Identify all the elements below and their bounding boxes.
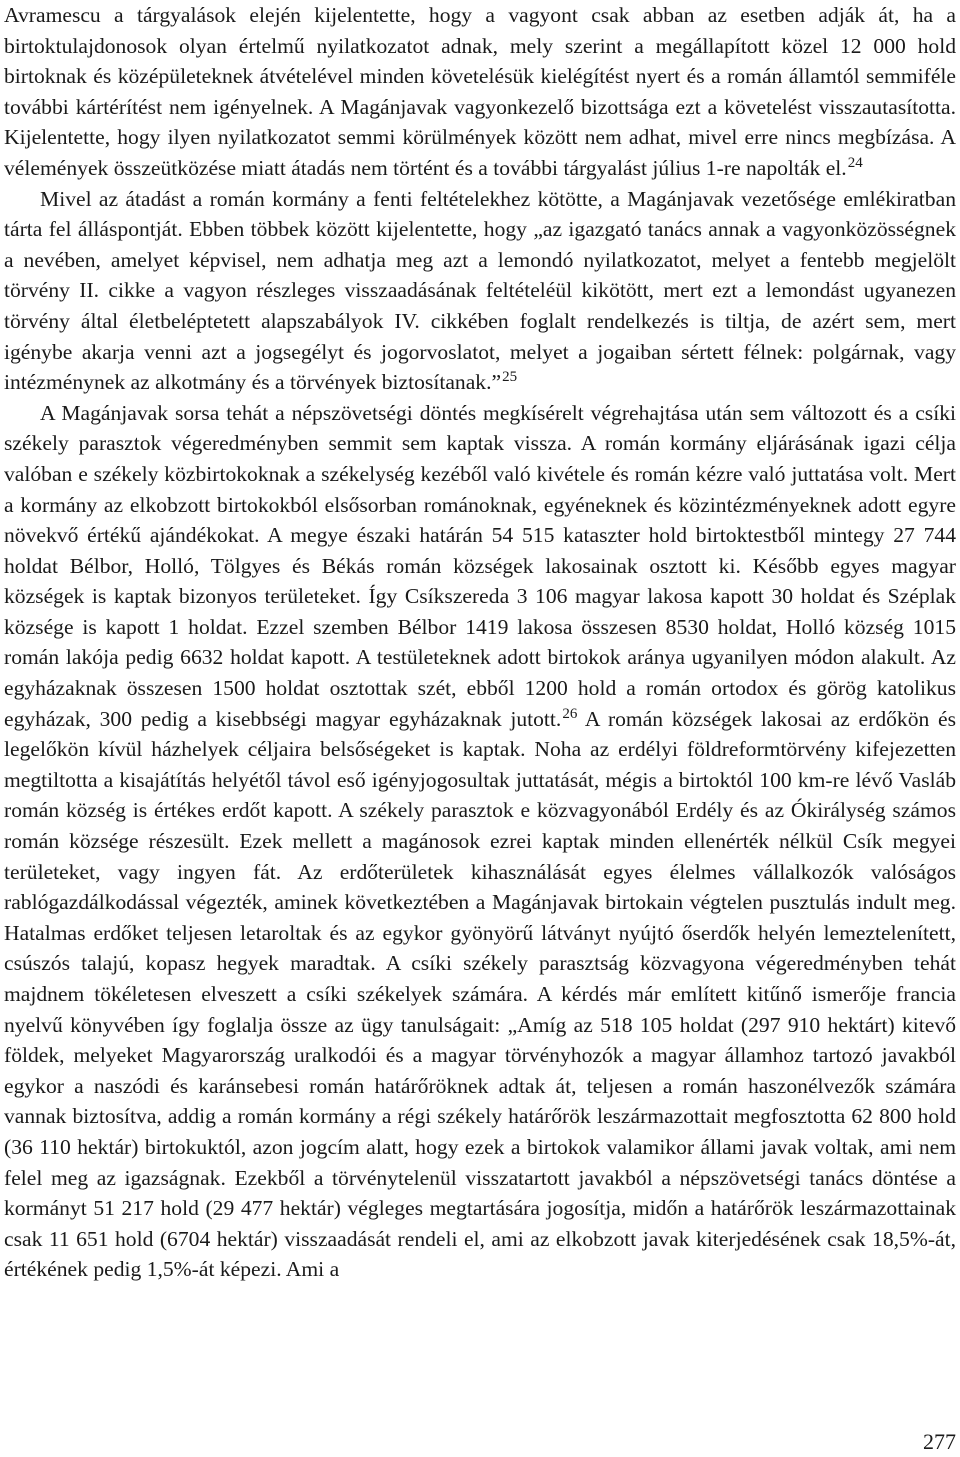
- paragraph-3-text-part-1: A Magánjavak sorsa tehát a népszövetségi döntés megkísérelt végrehajtása után sem változott és a csíki székely parasztok végeredményben semmit sem kaptak vissza. A román kormány eljárásának igazi célja valóban e székely közbirtokoknak a székelység kezéből való kivétele és román kézre való juttatása volt. Mert a kormány az elkobzott birtokokból elsősorban románoknak, egyéneknek és közintézményeknek adott egyre növekvő értékű ajándékokat. A megye északi határán 54 515 kataszter hold birtoktestből mintegy 27 744 holdat Bélbor, Holló, Tölgyes és Békás román községek lakosainak osztott ki. Később egyes magyar községek is kaptak bizonyos területeket. Így Csíkszereda 3 106 magyar lakosa kapott 30 holdat és Széplak községe is kapott 1 holdat. Ezzel szemben Bélbor 1419 lakosa összesen 8530 holdat, Holló község 1015 román lakója pedig 6632 holdat kapott. A testületeknek adott birtokok aránya ugyanilyen módon alakult. Az egyházaknak összesen 1500 holdat osztottak szét, ebből 1200 hold a román ortodox és görög katolikus egyházak, 300 pedig a kisebbségi magyar egyházaknak jutott.: [4, 400, 956, 731]
- footnote-ref-26[interactable]: 26: [562, 705, 578, 722]
- page-number: 277: [923, 1429, 956, 1454]
- footnote-ref-25[interactable]: 25: [502, 369, 518, 386]
- paragraph-1: [4, 0, 956, 184]
- paragraph-3: [4, 398, 956, 1285]
- paragraph-2: [4, 184, 956, 398]
- paragraph-3-text-part-2: A román községek lakosai az erdőkön és legelőkön kívül házhelyek céljaira belsőségeket is kaptak. Noha az erdélyi földreformtörvény kifejezetten megtiltotta a kisajátítás helyétől távol eső igényjogosultak juttatását, mégis a birtoktól 100 km-re lévő Vasláb román község is értékes erdőt kapott. A székely parasztok e közvagyonából Erdély és az Ókirálység számos román községe részesült. Ezek mellett a magánosok ezrei kaptak minden ellenérték nélkül Csík megyei területeket, vagy ingyen fát. Az erdőterületek kihasználását egyes élelmes vállalkozók valóságos rablógazdálkodással végezték, aminek következtében a Magánjavak birtokain végtelen pusztulás indult meg. Hatalmas erdőket teljesen letaroltak és az egykor gyönyörű látványt nyújtó őserdők helyén lemeztelenített, csúszós talajú, kopasz hegyek maradtak. A csíki székely parasztság közvagyona végeredményben tehát majdnem tökéletesen elveszett a csíki székelyek számára. A kérdés már említett kitűnő ismerője francia nyelvű könyvében így foglalja össze az ügy tanulságait: „Amíg az 518 105 holdat (297 910 hektárt) kitevő földek, melyeket Magyarország uralkodói és a magyar törvényhozók a magyar államhoz tartozó javakból egykor a naszódi és karánsebesi román határőröknek adtak át, teljesen a román haszonélvezők számára vannak biztosítva, addig a román kormány a régi székely határőrök leszármazottait megfosztotta 62 800 hold (36 110 hektár) birtokuktól, azon jogcím alatt, hogy ezek a birtokok valamikor állami javak voltak, ami nem felel meg az igazságnak. Ezekből a törvénytelenül visszatartott javakból a népszövetségi tanács döntése a kormányt 51 217 hold (29 477 hektár) végleges megtartására jogosítja, midőn a határőrök leszármazottainak csak 11 651 hold (6704 hektár) visszaadását rendeli el, ami az elkobzott javak kiterjedésének csak 18,5%-át, értékének pedig 1,5%-át képezi. Ami a: [4, 706, 956, 1282]
- paragraph-2-text: Mivel az átadást a román kormány a fenti feltételekhez kötötte, a Magánjavak vezetősége emlékiratban tárta fel álláspontját. Ebben többek között kijelentette, hogy „az igazgató tanács annak a vagyonközösségnek a nevében, amelyet képvisel, nem adhatja meg azt a lemondó nyilatkozatot, melyet a fentebb megjelölt törvény II. cikke a vagyon részleges visszaadásának feltételéül kikötött, mert ezt a lemondást ugyanezen törvény által életbeléptetett alapszabályok IV. cikkében foglalt rendelkezés is tiltja, de azért sem, mert igénybe akarja venni azt a jogsegélyt és jogorvoslatot, melyet a jogaiban sértett félnek: polgárnak, vagy intézménynek az alkotmány és a törvények biztosítanak.”: [4, 186, 956, 395]
- footnote-ref-24[interactable]: 24: [847, 154, 863, 171]
- paragraph-1-text: Avramescu a tárgyalások elején kijelentette, hogy a vagyont csak abban az esetben adják át, ha a birtoktulajdonosok olyan értelmű nyilatkozatot adnak, mely szerint a megállapított közel 12 000 hold birtoknak és középületeknek átvételével minden követelésük kielégítést nyert és a román államtól semmiféle további kártérítést nem igényelnek. A Magánjavak vagyonkezelő bizottsága ezt a követelést visszautasította. Kijelentette, hogy ilyen nyilatkozatot semmi körülmények között nem adhat, mivel erre nincs megbízása. A vélemények összeütközése miatt átadás nem történt és a további tárgyalást július 1-re napolták el.: [4, 3, 956, 180]
- document-page: [4, 0, 956, 1285]
